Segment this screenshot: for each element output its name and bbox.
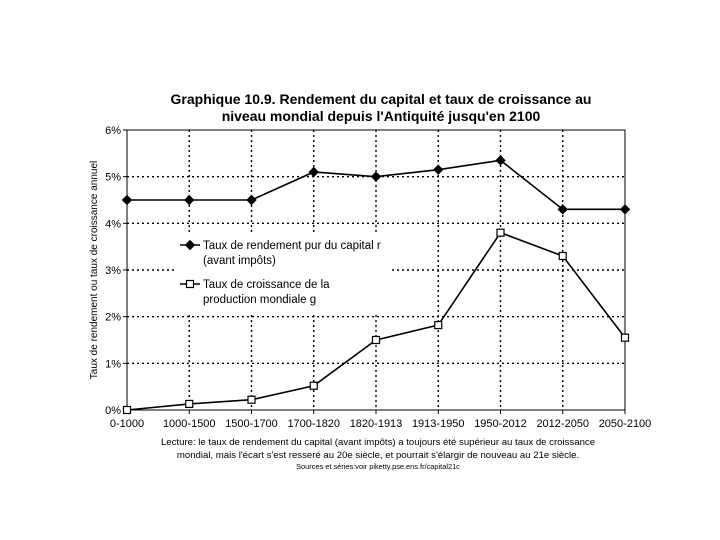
data-point	[248, 396, 255, 403]
reading-note-line-1: Lecture: le taux de rendement du capital (avant impôts) a toujours été supérieur au taux de croissance	[160, 437, 596, 448]
source-note: Sources et séries:voir piketty.pse.ens.fr/capital21c	[296, 462, 460, 471]
legend-label-line-2: (avant impôts)	[203, 255, 276, 267]
reading-note-line-2: mondial, mais l'écart s'est resseré au 20e siècle, et pourrait s'élargir de nouveau au 21e siècle.	[176, 450, 580, 461]
y-axis-label: Taux de rendement ou taux de croissance annuel	[89, 160, 100, 380]
x-tick-label: 0-1000	[109, 418, 145, 430]
chart-title-line-2: niveau mondial depuis l'Antiquité jusqu'en 2100	[221, 108, 541, 124]
y-tick-label: 6%	[105, 125, 121, 137]
x-tick-label: 1500-1700	[225, 418, 278, 430]
data-point	[622, 334, 629, 341]
data-point	[185, 196, 194, 205]
legend-label-line-2: production mondiale g	[203, 294, 317, 306]
y-tick-label: 2%	[105, 311, 121, 324]
data-point	[123, 196, 132, 205]
data-point	[559, 253, 566, 260]
x-tick-label: 1000-1500	[162, 418, 216, 430]
data-point	[497, 229, 504, 236]
x-tick-label: 2012-2050	[536, 418, 590, 430]
x-tick-label: 2050-2100	[598, 418, 652, 430]
y-tick-label: 3%	[105, 265, 121, 277]
chart-title-line-1: Graphique 10.9. Rendement du capital et taux de croissance au	[170, 91, 592, 107]
y-tick-label: 5%	[105, 171, 121, 184]
x-tick-label: 1950-2012	[474, 418, 527, 430]
data-point	[124, 407, 131, 414]
data-point	[434, 165, 443, 174]
data-point	[435, 322, 442, 329]
legend-swatch-marker	[187, 281, 194, 288]
data-point	[247, 196, 256, 205]
data-point	[373, 337, 380, 344]
data-point	[309, 168, 318, 177]
legend	[176, 233, 390, 313]
data-point	[186, 400, 193, 407]
y-tick-label: 4%	[105, 218, 121, 231]
y-tick-label: 1%	[105, 358, 121, 371]
x-tick-label: 1913-1950	[411, 418, 465, 430]
legend-label-line-1: Taux de rendement pur du capital r	[203, 240, 381, 252]
data-point	[621, 205, 630, 214]
data-point	[310, 382, 317, 389]
y-tick-label: 0%	[105, 405, 121, 417]
data-point	[372, 172, 381, 181]
x-tick-label: 1700-1820	[287, 418, 341, 430]
legend-label-line-1: Taux de croissance de la	[203, 279, 330, 291]
x-tick-label: 1820-1913	[349, 418, 403, 430]
